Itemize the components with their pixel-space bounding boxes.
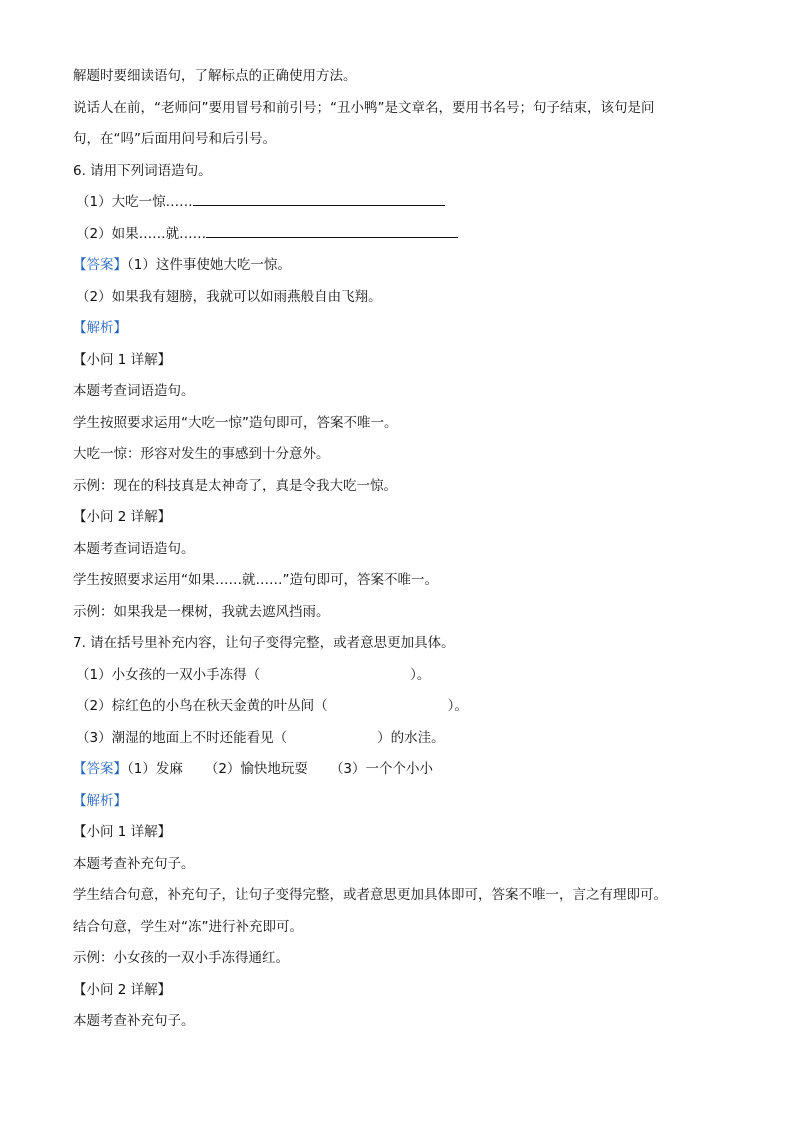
item-text: （3）潮湿的地面上不时还能看见（ [76,730,288,746]
item-text: ）的水洼。 [377,730,445,746]
text-line: 本题考查词语造句。 [73,541,195,557]
answer-tag: 【答案】 [73,257,127,273]
answer-line [73,760,433,778]
question-7-item-2 [76,697,468,715]
text-line: 本题考查词语造句。 [73,383,195,399]
item-text: ）。 [447,698,468,714]
question-6-title: 6. 请用下列词语造句。 [73,163,212,179]
text-line: 示例：小女孩的一双小手冻得通红。 [73,950,289,966]
question-7-item-1 [76,666,430,684]
text-line: 句，在“吗”后面用问号和后引号。 [73,131,276,147]
question-7-title: 7. 请在括号里补充内容，让句子变得完整，或者意思更加具体。 [73,635,455,651]
question-7-item-3 [76,729,445,747]
answer-blank [193,193,445,206]
text-line: 示例：现在的科技真是太神奇了，真是令我大吃一惊。 [73,478,397,494]
sub-question-heading: 【小问 2 详解】 [73,982,172,998]
answer-line [73,256,291,274]
item-text: （1）小女孩的一双小手冻得（ [76,667,261,683]
question-6-item-2 [76,225,458,243]
question-6-item-1 [76,193,445,211]
answer-text: （2）如果我有翅膀，我就可以如雨燕般自由飞翔。 [76,289,382,305]
answer-tag: 【答案】 [73,761,127,777]
answer-text: （2）愉快地玩耍 [204,761,308,777]
answer-text: （1）发麻 [127,761,183,777]
text-line: 学生结合句意，补充句子，让句子变得完整，或者意思更加具体即可，答案不唯一，言之有理即可。 [73,887,667,903]
analysis-tag: 【解析】 [73,320,127,336]
item-text: （2）棕红色的小鸟在秋天金黄的叶丛间（ [76,698,328,714]
text-line: 大吃一惊：形容对发生的事感到十分意外。 [73,446,330,462]
text-line: 说话人在前，“老师问”要用冒号和前引号；“丑小鸭”是文章名，要用书名号；句子结束，该句是问 [73,100,655,116]
text-line: 学生按照要求运用“大吃一惊”造句即可，答案不唯一。 [73,415,398,431]
text-line: 结合句意，学生对“冻”进行补充即可。 [73,919,303,935]
sub-question-heading: 【小问 2 详解】 [73,509,172,525]
answer-text: （1）这件事使她大吃一惊。 [127,257,291,273]
answer-text: （3）一个个小小 [329,761,434,777]
text-line: 解题时要细读语句，了解标点的正确使用方法。 [73,68,357,84]
analysis-tag: 【解析】 [73,793,127,809]
item-text: ）。 [410,667,431,683]
item-label: （1）大吃一惊…… [76,194,193,210]
item-label: （2）如果……就…… [76,226,207,242]
answer-blank [206,225,458,238]
text-line: 本题考查补充句子。 [73,856,195,872]
sub-question-heading: 【小问 1 详解】 [73,352,172,368]
text-line: 本题考查补充句子。 [73,1013,195,1029]
sub-question-heading: 【小问 1 详解】 [73,824,172,840]
text-line: 学生按照要求运用“如果……就……”造句即可，答案不唯一。 [73,572,438,588]
text-line: 示例：如果我是一棵树，我就去遮风挡雨。 [73,604,330,620]
